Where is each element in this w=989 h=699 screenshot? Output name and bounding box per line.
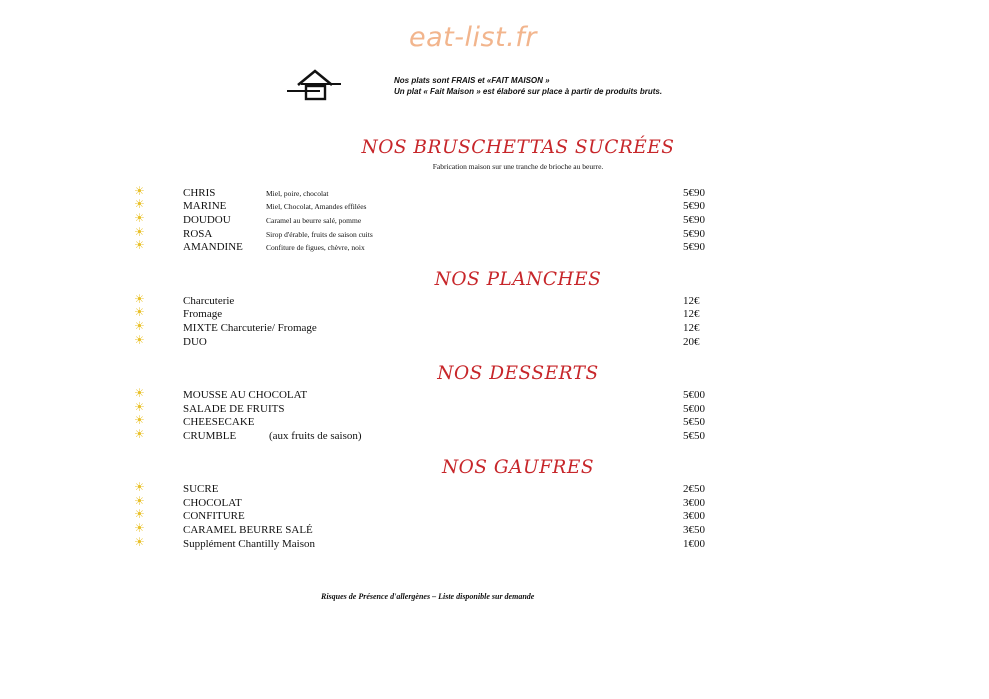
menu-item xyxy=(0,402,989,416)
section-subtitle-bruschettas: Fabrication maison sur une tranche de brioche au beurre. xyxy=(432,162,604,171)
sun-bullet-icon: ☀ xyxy=(134,292,145,306)
item-price: 5€50 xyxy=(683,416,705,428)
item-name: Supplément Chantilly Maison xyxy=(183,538,315,550)
menu-item xyxy=(0,199,989,213)
item-name: MIXTE Charcuterie/ Fromage xyxy=(183,322,317,334)
item-description: Sirop d'érable, fruits de saison cuits xyxy=(266,230,373,239)
item-price: 5€00 xyxy=(683,389,705,401)
menu-item xyxy=(0,307,989,321)
sun-bullet-icon: ☀ xyxy=(134,238,145,252)
item-name: SALADE DE FRUITS xyxy=(183,403,285,415)
menu-item xyxy=(0,227,989,241)
sun-bullet-icon: ☀ xyxy=(134,480,145,494)
sun-bullet-icon: ☀ xyxy=(134,225,145,239)
section-title-gaufres: NOS GAUFRES xyxy=(441,457,595,478)
item-price: 5€90 xyxy=(683,200,705,212)
section-title-desserts: NOS DESSERTS xyxy=(437,363,599,384)
menu-item xyxy=(0,388,989,402)
menu-item xyxy=(0,496,989,510)
item-price: 1€00 xyxy=(683,538,705,550)
item-price: 3€00 xyxy=(683,497,705,509)
item-price: 5€90 xyxy=(683,241,705,253)
item-description: Miel, poire, chocolat xyxy=(266,189,329,198)
menu-item xyxy=(0,523,989,537)
menu-item xyxy=(0,321,989,335)
menu-item xyxy=(0,537,989,551)
sun-bullet-icon: ☀ xyxy=(134,319,145,333)
intro-line-1: Nos plats sont FRAIS et «FAIT MAISON » xyxy=(394,76,550,85)
sun-bullet-icon: ☀ xyxy=(134,305,145,319)
item-name: CONFITURE xyxy=(183,510,245,522)
section-title-bruschettas: NOS BRUSCHETTAS SUCRÉES xyxy=(361,137,675,158)
item-name: CHOCOLAT xyxy=(183,497,242,509)
intro-line-2: Un plat « Fait Maison » est élaboré sur place à partir de produits bruts. xyxy=(394,87,663,96)
item-description: Confiture de figues, chèvre, noix xyxy=(266,243,365,252)
house-icon xyxy=(286,68,344,102)
item-price: 12€ xyxy=(683,308,700,320)
item-price: 12€ xyxy=(683,322,700,334)
item-note: (aux fruits de saison) xyxy=(269,430,362,442)
item-price: 5€90 xyxy=(683,228,705,240)
item-name: DOUDOU xyxy=(183,214,231,226)
item-price: 20€ xyxy=(683,336,700,348)
item-name: ROSA xyxy=(183,228,213,240)
item-price: 2€50 xyxy=(683,483,705,495)
menu-item xyxy=(0,186,989,200)
item-price: 3€50 xyxy=(683,524,705,536)
item-price: 12€ xyxy=(683,295,700,307)
sun-bullet-icon: ☀ xyxy=(134,413,145,427)
item-price: 5€50 xyxy=(683,430,705,442)
menu-item xyxy=(0,335,989,349)
item-name: CARAMEL BEURRE SALÉ xyxy=(183,524,313,536)
menu-item xyxy=(0,415,989,429)
item-description: Miel, Chocolat, Amandes effilées xyxy=(266,202,367,211)
item-price: 5€00 xyxy=(683,403,705,415)
item-name: Fromage xyxy=(183,308,223,320)
menu-item xyxy=(0,509,989,523)
item-description: Caramel au beurre salé, pomme xyxy=(266,216,362,225)
watermark-logo: eat-list.fr xyxy=(409,22,537,53)
sun-bullet-icon: ☀ xyxy=(134,427,145,441)
sun-bullet-icon: ☀ xyxy=(134,535,145,549)
section-title-planches: NOS PLANCHES xyxy=(434,269,602,290)
sun-bullet-icon: ☀ xyxy=(134,184,145,198)
menu-item xyxy=(0,294,989,308)
item-name: MARINE xyxy=(183,200,227,212)
sun-bullet-icon: ☀ xyxy=(134,521,145,535)
allergen-footer: Risques de Présence d'allergènes – Liste disponible sur demande xyxy=(321,592,535,601)
item-price: 3€00 xyxy=(683,510,705,522)
item-name: CHEESECAKE xyxy=(183,416,255,428)
sun-bullet-icon: ☀ xyxy=(134,386,145,400)
menu-item xyxy=(0,213,989,227)
item-name: CRUMBLE xyxy=(183,430,237,442)
menu-item xyxy=(0,240,989,254)
item-name: CHRIS xyxy=(183,187,216,199)
sun-bullet-icon: ☀ xyxy=(134,494,145,508)
item-name: Charcuterie xyxy=(183,295,235,307)
sun-bullet-icon: ☀ xyxy=(134,400,145,414)
item-name: DUO xyxy=(183,336,207,348)
intro-text xyxy=(394,75,662,97)
item-name: SUCRE xyxy=(183,483,219,495)
menu-item xyxy=(0,429,989,443)
sun-bullet-icon: ☀ xyxy=(134,507,145,521)
sun-bullet-icon: ☀ xyxy=(134,333,145,347)
item-name: MOUSSE AU CHOCOLAT xyxy=(183,389,308,401)
item-name: AMANDINE xyxy=(183,241,243,253)
sun-bullet-icon: ☀ xyxy=(134,197,145,211)
sun-bullet-icon: ☀ xyxy=(134,211,145,225)
item-price: 5€90 xyxy=(683,214,705,226)
item-price: 5€90 xyxy=(683,187,705,199)
menu-item xyxy=(0,482,989,496)
